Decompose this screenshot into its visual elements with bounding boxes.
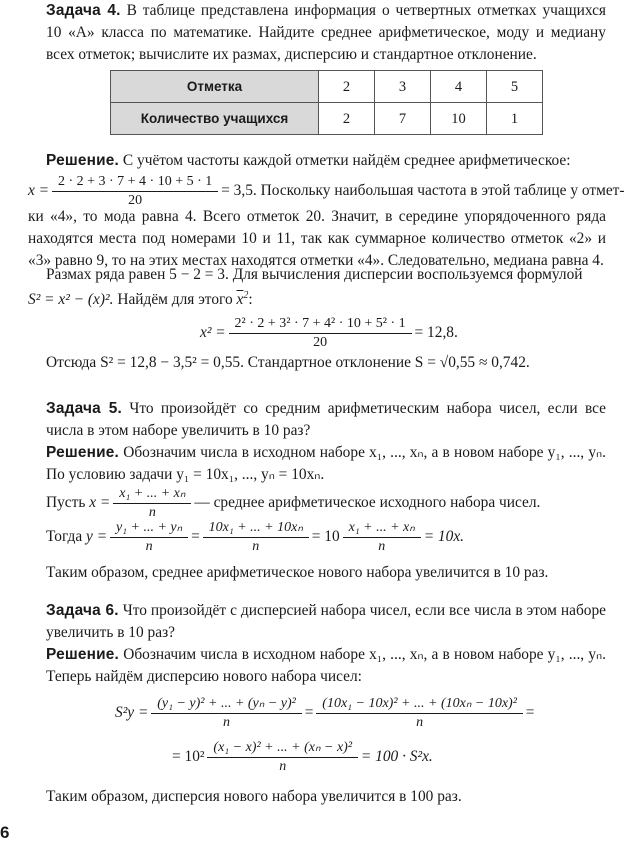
then-numerator-3: x₁ + ... + xₙ: [348, 520, 415, 535]
task6-sol-text: Обозначим числа в исходном наборе x₁, ..., xₙ, а в новом наборе y₁, ..., yₙ. Теперь найдём дисперсию нового набора чисел:: [46, 646, 606, 685]
then-fraction-1: [113, 520, 185, 555]
let-line: [46, 486, 540, 521]
let-word: Пусть: [46, 494, 86, 512]
table-cell: 7: [375, 103, 431, 135]
table-row: [111, 103, 543, 135]
solution4-intro-line: [46, 150, 571, 172]
task5-text: Что произойдёт со средним арифметическим набора чисел, если все числа в этом наборе увеличить в 10 раз?: [46, 400, 606, 439]
task5-sol-heading: Решение.: [46, 444, 120, 461]
mean-tail: Поскольку наибольшая частота в этой таблице у отмет-: [260, 182, 625, 200]
table-cell: 2: [319, 103, 375, 135]
x2-numerator: 2² · 2 + 3² · 7 + 4² · 10 + 5² · 1: [234, 316, 406, 331]
task4-text: В таблице представлена информация о четвертных отметках учащихся 10 «А» класса по математике. Найдите среднее арифметическое, моду и медиану всех отметок; вычислите их размах, дисперсию и стандартное отклонение.: [46, 2, 606, 63]
sy-eq: =: [304, 704, 314, 722]
then-word: Тогда: [46, 528, 83, 546]
mean-formula-line: [28, 174, 625, 209]
solution4-heading: Решение.: [46, 152, 120, 169]
table-cell: 5: [487, 71, 543, 103]
then-denominator-1: n: [110, 537, 188, 555]
task5-solution: [46, 442, 606, 486]
x2-denominator: 20: [229, 333, 412, 351]
solution4-text2: ки «4», то мода равна 4. Всего отметок 20. Значит, в середине упорядоченного ряда находятся места под номерами 10 и 11, так как суммарное количество отметок «2» и «3» равно 9, то на этих местах находятся отметки «4». Следовательно, медиана равна 4.: [28, 208, 606, 269]
page-number: 6: [0, 823, 10, 842]
mean-result: = 3,5.: [221, 182, 257, 200]
then-line: [46, 520, 464, 555]
task6-conclusion: Таким образом, дисперсия нового набора увеличится в 100 раз.: [46, 788, 462, 805]
sy-formula-line: [115, 696, 534, 731]
task6-solution: [46, 644, 606, 688]
let-denominator: n: [113, 503, 191, 521]
sy-denominator-1: n: [151, 713, 302, 731]
sy-fraction-1: [154, 696, 299, 731]
task6-statement: [46, 600, 606, 644]
task5-statement: [46, 398, 606, 442]
task5-conclusion: Таким образом, среднее арифметическое нового набора увеличится в 10 раз.: [46, 564, 549, 581]
sy-numerator-2: (10x₁ − 10x)² + ... + (10xₙ − 10x)²: [322, 696, 517, 711]
let-fraction: [116, 486, 188, 521]
then-denominator-2: n: [203, 537, 309, 555]
task5-heading: Задача 5.: [46, 400, 123, 417]
sy-eq2: =: [525, 704, 535, 722]
then-result: = 10x.: [423, 528, 465, 546]
x2-formula-line: [200, 316, 458, 351]
line2-numerator: (x₁ − x)² + ... + (xₙ − x)²: [213, 740, 353, 755]
variance-formula: S² = x² − (x)².: [28, 291, 114, 308]
task6-sol-heading: Решение.: [46, 646, 120, 663]
sy-line2: [172, 740, 433, 775]
sy-lhs: S²y =: [115, 704, 149, 722]
task5-sol-text: Обозначим числа в исходном наборе x₁, ..., xₙ, а в новом наборе y₁, ..., yₙ. По условию задачи y₁ = 10x₁, ..., yₙ = 10xₙ.: [46, 444, 606, 483]
then-eq: =: [191, 528, 200, 546]
sy-denominator-2: n: [316, 713, 523, 731]
line2-denominator: n: [207, 757, 358, 775]
table-cell: 10: [431, 103, 487, 135]
task6-text: Что произойдёт с дисперсией набора чисел, если все числа в этом наборе увеличить в 10 раз?: [46, 602, 606, 641]
task4-heading: Задача 4.: [46, 2, 121, 19]
x2-lhs: x² =: [200, 324, 226, 342]
mean-fraction: [55, 174, 215, 209]
variance-formula-line: S² = x² − (x)². Найдём для этого $\overline{x}^2$:: [28, 289, 253, 308]
sy-numerator-1: (y₁ − y)² + ... + (yₙ − y)²: [157, 696, 296, 711]
x2-symbol: $\overline{x}^2$: [236, 289, 249, 308]
x2-fraction: [232, 316, 409, 351]
table-cell: 1: [487, 103, 543, 135]
table-row: [111, 71, 543, 103]
find-text: Найдём для этого: [117, 291, 233, 308]
mean-numerator: 2 · 2 + 3 · 7 + 4 · 10 + 5 · 1: [57, 174, 213, 189]
range-line: Размах ряда равен 5 − 2 = 3. Для вычисления дисперсии воспользуемся формулой: [46, 266, 583, 283]
then-fraction-3: [346, 520, 418, 555]
mean-denominator: 20: [52, 191, 218, 209]
line2-fraction: [210, 740, 355, 775]
table-cell: 3: [375, 71, 431, 103]
line2-result: = 100 · S²x.: [360, 748, 433, 766]
then-denominator-3: n: [343, 537, 421, 555]
let-lhs: x =: [89, 494, 111, 512]
then-numerator-2: 10x₁ + ... + 10xₙ: [208, 520, 303, 535]
solution4-intro: С учётом частоты каждой отметки найдём среднее арифметическое:: [122, 152, 571, 169]
let-numerator: x₁ + ... + xₙ: [119, 486, 186, 501]
then-ten: = 10: [311, 528, 340, 546]
then-lhs: y =: [86, 528, 108, 546]
mean-lhs: x =: [28, 182, 50, 200]
sy-fraction-2: [319, 696, 520, 731]
marks-table: [110, 70, 543, 135]
table-row-label: Количество учащихся: [111, 103, 319, 135]
task4-statement: [46, 0, 606, 66]
task6-heading: Задача 6.: [46, 602, 119, 619]
then-numerator-1: y₁ + ... + yₙ: [115, 520, 183, 535]
table-row-label: Отметка: [111, 71, 319, 103]
line2-pre: = 10²: [172, 748, 205, 766]
table-cell: 4: [431, 71, 487, 103]
final-line: Отсюда S² = 12,8 − 3,5² = 0,55. Стандартное отклонение S = √0,55 ≈ 0,742.: [46, 354, 530, 371]
let-tail: — среднее арифметическое исходного набора чисел.: [194, 494, 541, 512]
x2-result: = 12,8.: [414, 324, 458, 342]
table-cell: 2: [319, 71, 375, 103]
then-fraction-2: [206, 520, 306, 555]
